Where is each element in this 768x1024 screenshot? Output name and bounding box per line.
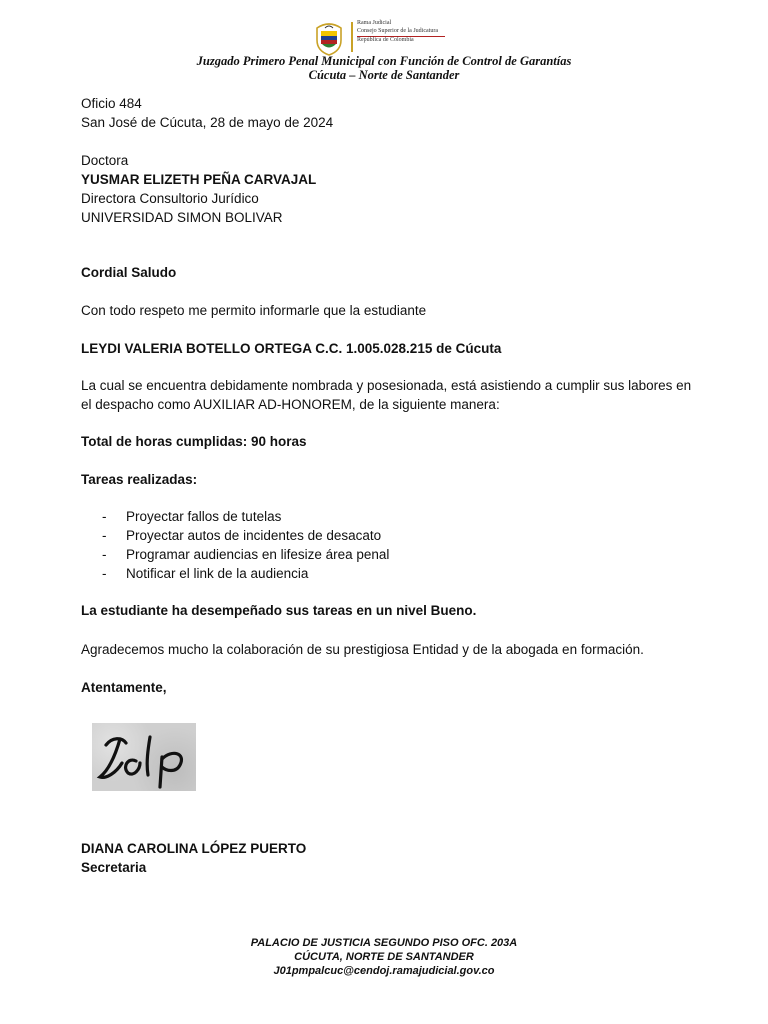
signer-block — [81, 839, 701, 877]
court-title — [0, 55, 768, 82]
list-bullet: - — [102, 566, 107, 581]
list-bullet: - — [102, 528, 107, 543]
logo-line-1: Rama Judicial — [357, 20, 392, 26]
list-item — [81, 545, 681, 564]
logo-line-2: Consejo Superior de la Judicatura — [357, 27, 438, 34]
logo-line-3: República de Colombia — [357, 37, 414, 44]
logo-text — [357, 20, 445, 45]
student-line: LEYDI VALERIA BOTELLO ORTEGA C.C. 1.005.028.215 de Cúcuta — [81, 341, 502, 356]
task-text: Programar audiencias en lifesize área penal — [126, 547, 390, 562]
status-paragraph-line-1: La cual se encuentra debidamente nombrada y posesionada, está asistiendo a cumplir sus labores en — [81, 378, 692, 393]
recipient-salutation: Doctora — [81, 153, 129, 168]
total-hours: Total de horas cumplidas: 90 horas — [81, 434, 307, 449]
recipient-block — [81, 151, 701, 227]
court-name: Juzgado Primero Penal Municipal con Función de Control de Garantías — [196, 54, 572, 68]
task-text: Proyectar fallos de tutelas — [126, 509, 282, 524]
task-list — [81, 507, 681, 583]
signature-icon — [92, 723, 196, 791]
status-paragraph — [81, 376, 701, 414]
closing: Atentamente, — [81, 680, 167, 695]
colombia-seal-icon — [313, 22, 345, 56]
place-date: San José de Cúcuta, 28 de mayo de 2024 — [81, 115, 334, 130]
logo-divider — [351, 22, 353, 52]
greeting: Cordial Saludo — [81, 265, 177, 280]
office-date-block — [81, 94, 701, 132]
list-bullet: - — [102, 547, 107, 562]
thanks-text: Agradecemos mucho la colaboración de su prestigiosa Entidad y de la abogada en formación. — [81, 642, 644, 657]
court-location: Cúcuta – Norte de Santander — [308, 67, 460, 82]
task-text: Notificar el link de la audiencia — [126, 566, 309, 581]
tasks-heading: Tareas realizadas: — [81, 472, 198, 487]
footer-address: PALACIO DE JUSTICIA SEGUNDO PISO OFC. 203A — [250, 937, 518, 949]
recipient-institution: UNIVERSIDAD SIMON BOLIVAR — [81, 210, 283, 225]
recipient-name: YUSMAR ELIZETH PEÑA CARVAJAL — [81, 172, 317, 187]
signer-role: Secretaria — [81, 860, 147, 875]
list-item — [81, 564, 681, 583]
intro-text: Con todo respeto me permito informarle que la estudiante — [81, 303, 427, 318]
list-bullet: - — [102, 509, 107, 524]
handwritten-signature — [92, 723, 196, 791]
rama-judicial-logo — [313, 18, 453, 58]
letter-footer — [0, 936, 768, 978]
office-number: Oficio 484 — [81, 96, 142, 111]
footer-city: CÚCUTA, NORTE DE SANTANDER — [294, 951, 474, 963]
footer-email: J01pmpalcuc@cendoj.ramajudicial.gov.co — [273, 965, 495, 977]
performance-statement: La estudiante ha desempeñado sus tareas en un nivel Bueno. — [81, 603, 477, 618]
recipient-position: Directora Consultorio Jurídico — [81, 191, 259, 206]
status-paragraph-line-2: el despacho como AUXILIAR AD-HONOREM, de la siguiente manera: — [81, 397, 500, 412]
list-item — [81, 507, 681, 526]
signer-name: DIANA CAROLINA LÓPEZ PUERTO — [81, 841, 307, 856]
task-text: Proyectar autos de incidentes de desacato — [126, 528, 382, 543]
list-item — [81, 526, 681, 545]
